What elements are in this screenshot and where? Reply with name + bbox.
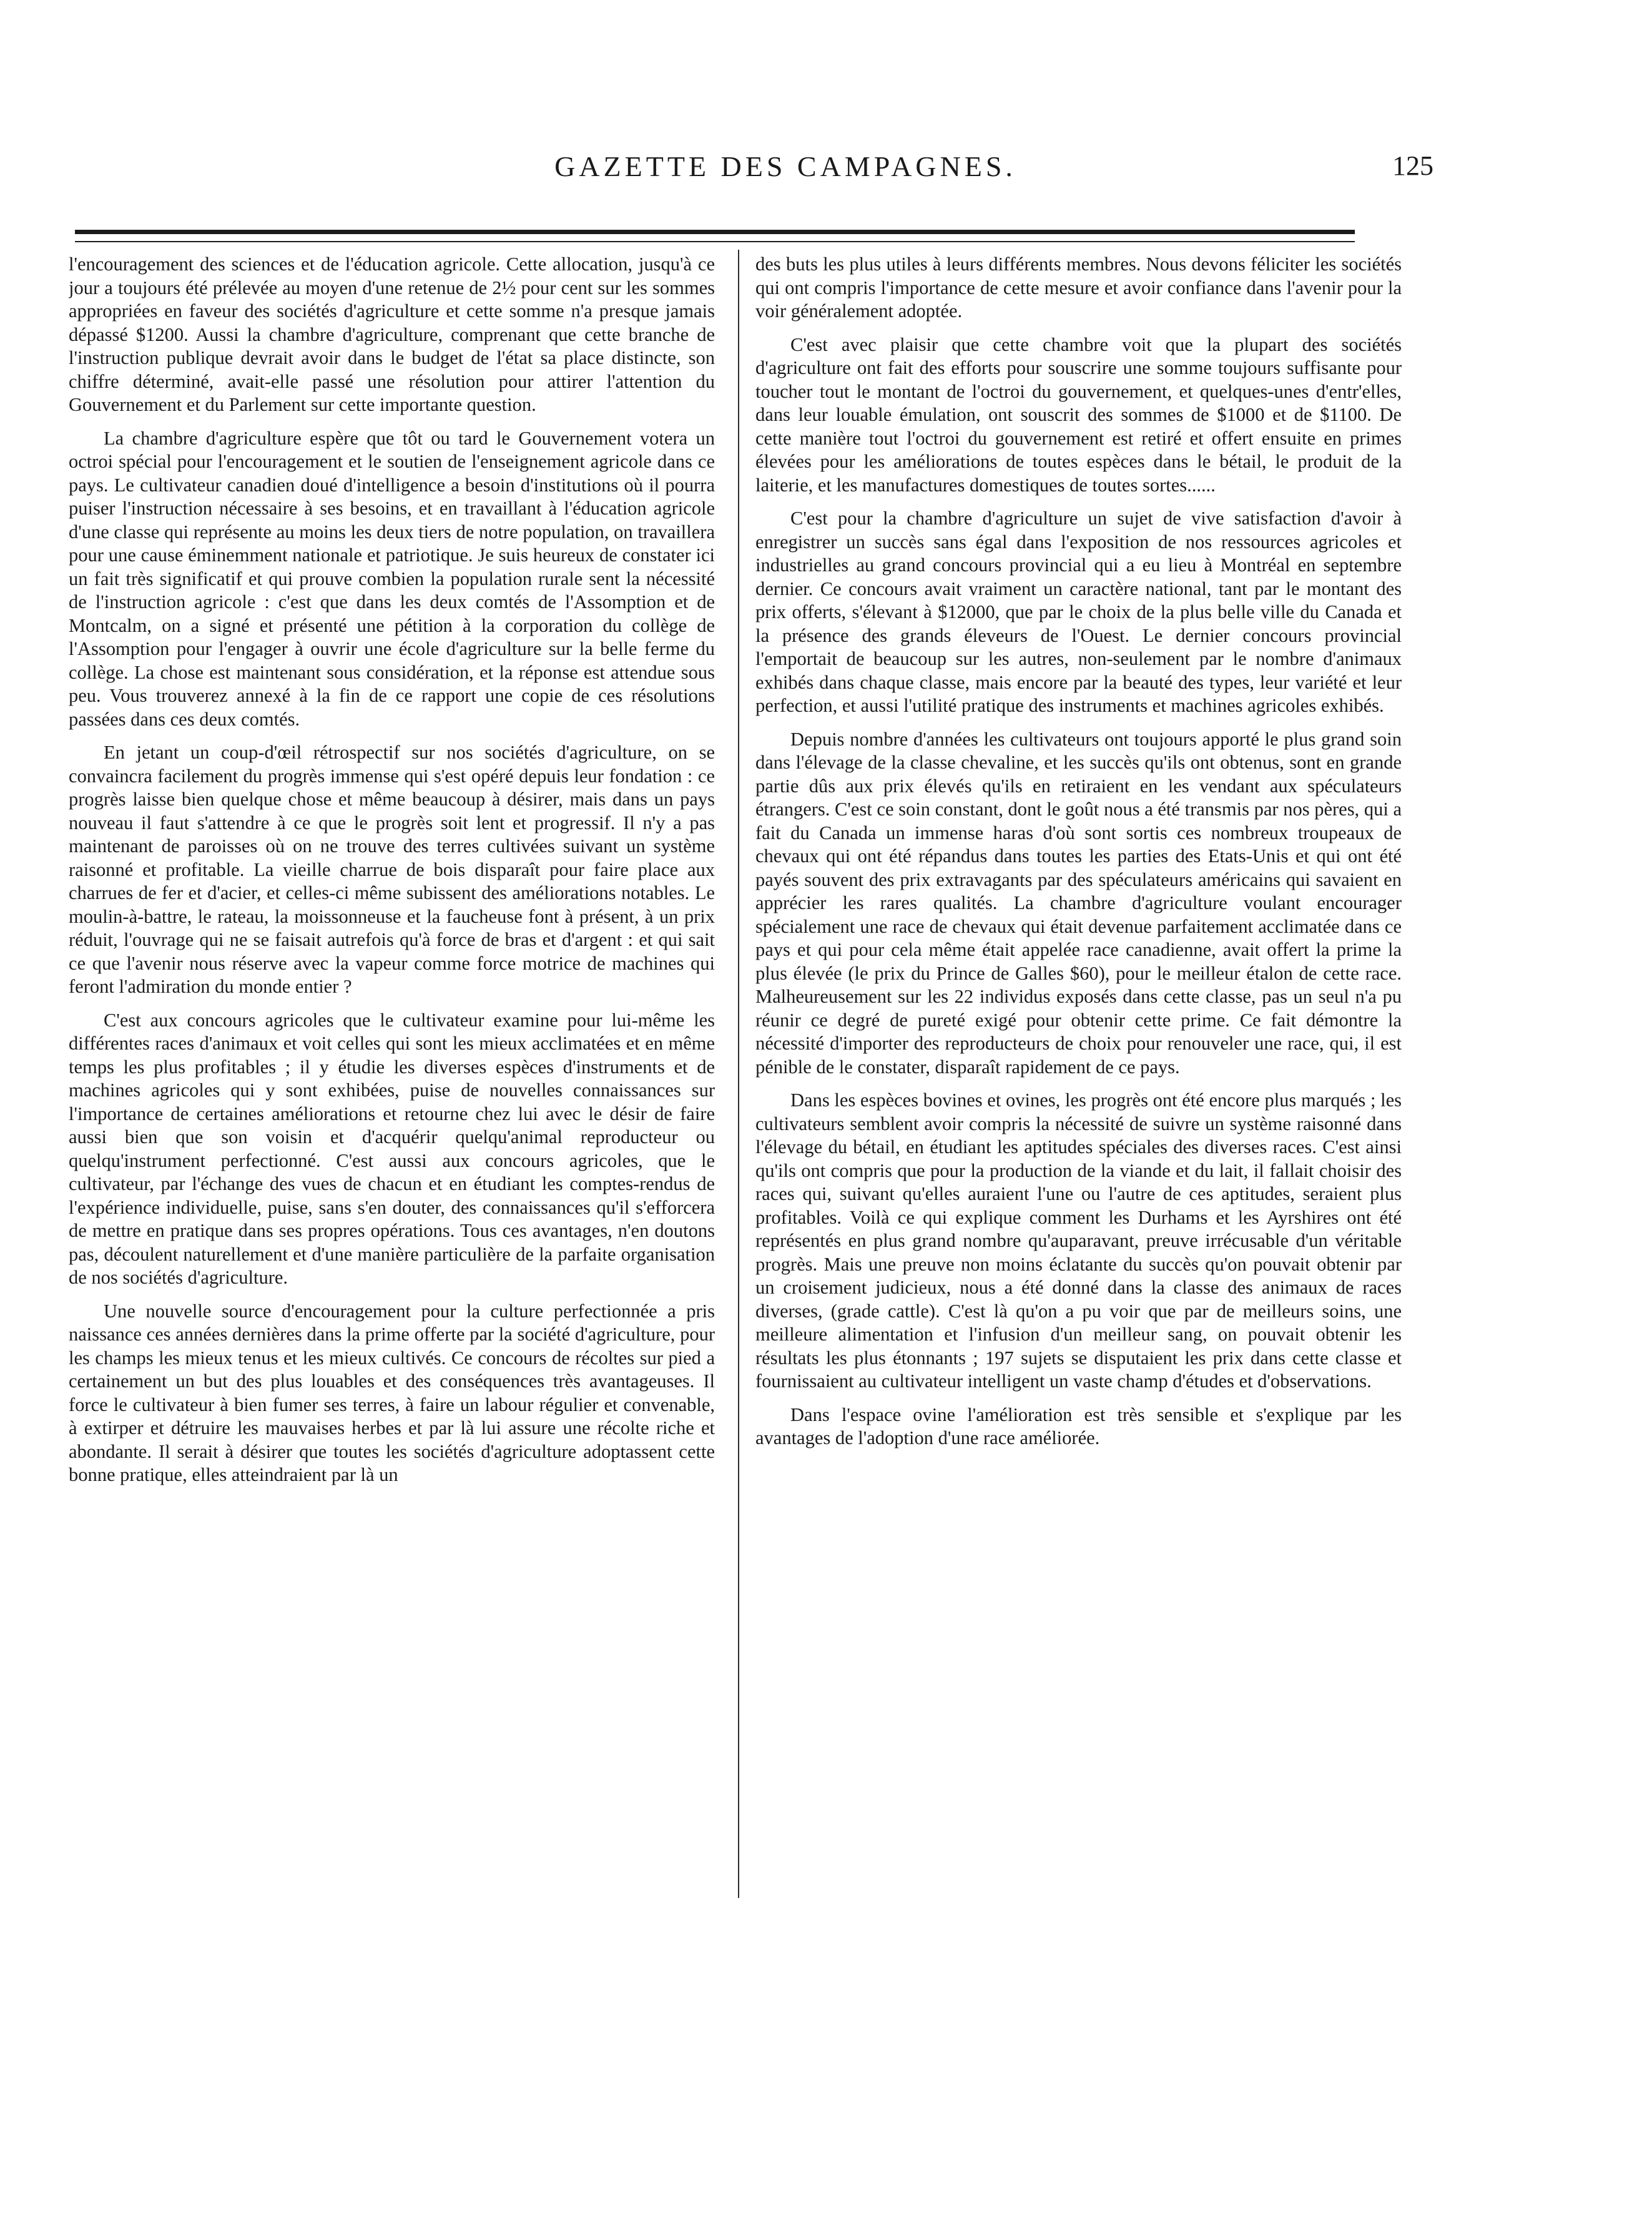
paragraph: C'est avec plaisir que cette chambre voit que la plupart des sociétés d'agriculture ont fait des efforts pour souscrire une somme toujours suffisante pour toucher tout le montant de l'octroi du gouvernement, et quelques-unes d'entr'elles, dans leur louable émulation, ont souscrit des sommes de $1000 et de $1100. De cette manière tout l'octroi du gouvernement est retiré et offert ensuite en primes élevées pour les améliorations de toutes espèces dans le bétail, le produit de la laiterie, et les manufactures domestiques de toutes sortes...... [755,333,1402,496]
column-divider [738,250,739,1898]
paragraph: Dans l'espace ovine l'amélioration est très sensible et s'explique par les avantages de l'adoption d'une race améliorée. [755,1404,1402,1448]
paragraph: des buts les plus utiles à leurs différents membres. Nous devons féliciter les sociétés qui ont compris l'importance de cette mesure et avoir confiance dans l'avenir pour la voir généralement adoptée. [755,253,1402,322]
paragraph: Dans les espèces bovines et ovines, les progrès ont été encore plus marqués ; les cultivateurs semblent avoir compris la nécessité de suivre un système raisonné dans l'élevage du bétail, en étudiant les aptitudes spéciales des diverses races. C'est ainsi qu'ils ont compris que pour la production de la viande et du lait, il fallait choisir des races qui, suivant qu'elles auraient l'une ou l'autre de ces aptitudes, seraient plus profitables. Voilà ce qui explique comment les Durhams et les Ayrshires ont été représentés en plus grand nombre qu'auparavant, preuve irrécusable d'un véritable progrès. Mais une preuve non moins éclatante du succès qu'on pouvait obtenir par un croisement judicieux, nous a été donné dans la classe des animaux de races diverses, (grade cattle). C'est là qu'on a pu voir que par de meilleurs soins, une meilleure alimentation et l'infusion d'un meilleur sang, on pouvait obtenir les résultats les plus étonnants ; 197 sujets se disputaient les prix dans cette classe et fournissaient au cultivateur intelligent un vaste champ d'études et d'observations. [755,1089,1402,1392]
right-column [755,253,1402,1939]
page-header [125,150,1446,206]
header-rule-thick [75,230,1355,234]
page-number: 125 [1392,150,1433,181]
paragraph: C'est pour la chambre d'agriculture un sujet de vive satisfaction d'avoir à enregistrer un succès sans égal dans l'exposition de nos ressources agricoles et industrielles au grand concours provincial qui a eu lieu à Montréal en septembre dernier. Ce concours avait vraiment un caractère national, tant par le montant des prix offerts, s'élevant à $12000, que par le choix de la plus belle ville du Canada et la présence des grands éleveurs de l'Ouest. Le dernier concours provincial l'emportait de beaucoup sur les autres, non-seulement par le nombre d'animaux exhibés dans chaque classe, mais encore par la beauté des types, leur variété et leur perfection, et aussi l'utilité pratique des instruments et machines agricoles exhibés. [755,508,1402,716]
paragraph: La chambre d'agriculture espère que tôt ou tard le Gouvernement votera un octroi spécial pour l'encouragement et le soutien de l'enseignement agricole dans ce pays. Le cultivateur canadien doué d'intelligence a besoin d'institutions où il pourra puiser l'instruction nécessaire à ses besoins, et en travaillant à l'éducation agricole d'une classe qui représente au moins les deux tiers de notre population, on travaillera pour une cause éminemment nationale et patriotique. Je suis heureux de constater ici un fait très significatif et qui prouve combien la population rurale sent la nécessité de l'instruction agricole : c'est que dans les deux comtés de l'Assomption et de Montcalm, on a signé et présenté une pétition à la corporation du collège de l'Assomption pour l'engager à ouvrir une école d'agriculture sur la belle ferme du collège. La chose est maintenant sous considération, et la réponse est attendue sous peu. Vous trouverez annexé à la fin de ce rapport une copie de ces résolutions passées dans ces deux comtés. [69,427,715,730]
left-column [69,253,715,1939]
running-title: GAZETTE DES CAMPAGNES. [554,150,1016,182]
paragraph: En jetant un coup-d'œil rétrospectif sur nos sociétés d'agriculture, on se convaincra facilement du progrès immense qui s'est opéré depuis leur fondation : ce progrès laisse bien quelque chose et même beaucoup à désirer, mais dans un pays nouveau il faut s'attendre à ce que le progrès soit lent et progressif. Il n'y a pas maintenant de paroisses où on ne trouve des terres cultivées suivant un système raisonné et profitable. La vieille charrue de bois disparaît pour faire place aux charrues de fer et d'acier, et celles-ci même subissent des améliorations notables. Le moulin-à-battre, le rateau, la moissonneuse et la faucheuse font à présent, à un prix réduit, l'ouvrage qui ne se faisait autrefois qu'à force de bras et d'argent : et qui sait ce que l'avenir nous réserve avec la vapeur comme force motrice de machines qui feront l'admiration du monde entier ? [69,742,715,997]
paragraph: C'est aux concours agricoles que le cultivateur examine pour lui-même les différentes races d'animaux et voit celles qui sont les mieux acclimatées et en même temps les plus profitables ; il y étudie les diverses espèces d'instruments et de machines agricoles qui y sont exhibées, puise de nouvelles connaissances sur l'importance de certaines améliorations et retourne chez lui avec le désir de faire aussi bien que son voisin et d'acquérir quelqu'animal reproducteur ou quelqu'instrument perfectionné. C'est aussi aux concours agricoles, que le cultivateur, par l'échange des vues de chacun et en étudiant les comptes-rendus de l'expérience individuelle, puise, sans s'en douter, des connaissances qu'il s'efforcera de mettre en pratique dans ses propres opérations. Tous ces avantages, n'en doutons pas, découlent naturellement et d'une manière particulière de la parfaite organisation de nos sociétés d'agriculture. [69,1009,715,1288]
paragraph: Depuis nombre d'années les cultivateurs ont toujours apporté le plus grand soin dans l'élevage de la classe chevaline, et les succès qu'ils ont obtenus, sont en grande partie dûs aux prix élevés qu'ils en retiraient en les vendant aux spéculateurs étrangers. C'est ce soin constant, dont le goût nous a été transmis par nos pères, qui a fait du Canada un immense haras d'où sont sortis ces nombreux troupeaux de chevaux qui ont été répandus dans toutes les parties des Etats-Unis et qui ont été payés souvent des prix extravagants par des spéculateurs américains qui savaient en apprécier les rares qualités. La chambre d'agriculture voulant encourager spécialement une race de chevaux qui était devenue parfaitement acclimatée dans ce pays et qui pour cela même était appelée race canadienne, avait offert la prime la plus élevée (le prix du Prince de Galles $60), pour le meilleur étalon de cette race. Malheureusement sur les 22 individus exposés dans cette classe, pas un seul n'a pu réunir ce degré de pureté exigé pour obtenir cette prime. Ce fait démontre la nécessité d'importer des reproducteurs de choix pour renouveler une race, qui, il est pénible de le constater, disparaît rapidement de ce pays. [755,728,1402,1078]
header-rule-thin [75,241,1355,242]
paragraph: Une nouvelle source d'encouragement pour la culture perfectionnée a pris naissance ces années dernières dans la prime offerte par la société d'agriculture, pour les champs les mieux tenus et les mieux cultivés. Ce concours de récoltes sur pied a certainement un but des plus louables et des conséquences très avantageuses. Il force le cultivateur à bien fumer ses terres, à faire un labour régulier et convenable, à extirper et détruire les mauvaises herbes et par là lui assure une récolte riche et abondante. Il serait à désirer que toutes les sociétés d'agriculture adoptassent cette bonne pratique, elles atteindraient par là un [69,1300,715,1485]
paragraph: l'encouragement des sciences et de l'éducation agricole. Cette allocation, jusqu'à ce jour a toujours été prélevée au moyen d'une retenue de 2½ pour cent sur les sommes appropriées en faveur des sociétés d'agriculture et cette somme n'a presque jamais dépassé $1200. Aussi la chambre d'agriculture, comprenant que cette branche de l'instruction publique devrait avoir dans le budget de l'état sa place distincte, son chiffre déterminé, avait-elle passé une résolution pour attirer l'attention du Gouvernement et du Parlement sur cette importante question. [69,253,715,415]
